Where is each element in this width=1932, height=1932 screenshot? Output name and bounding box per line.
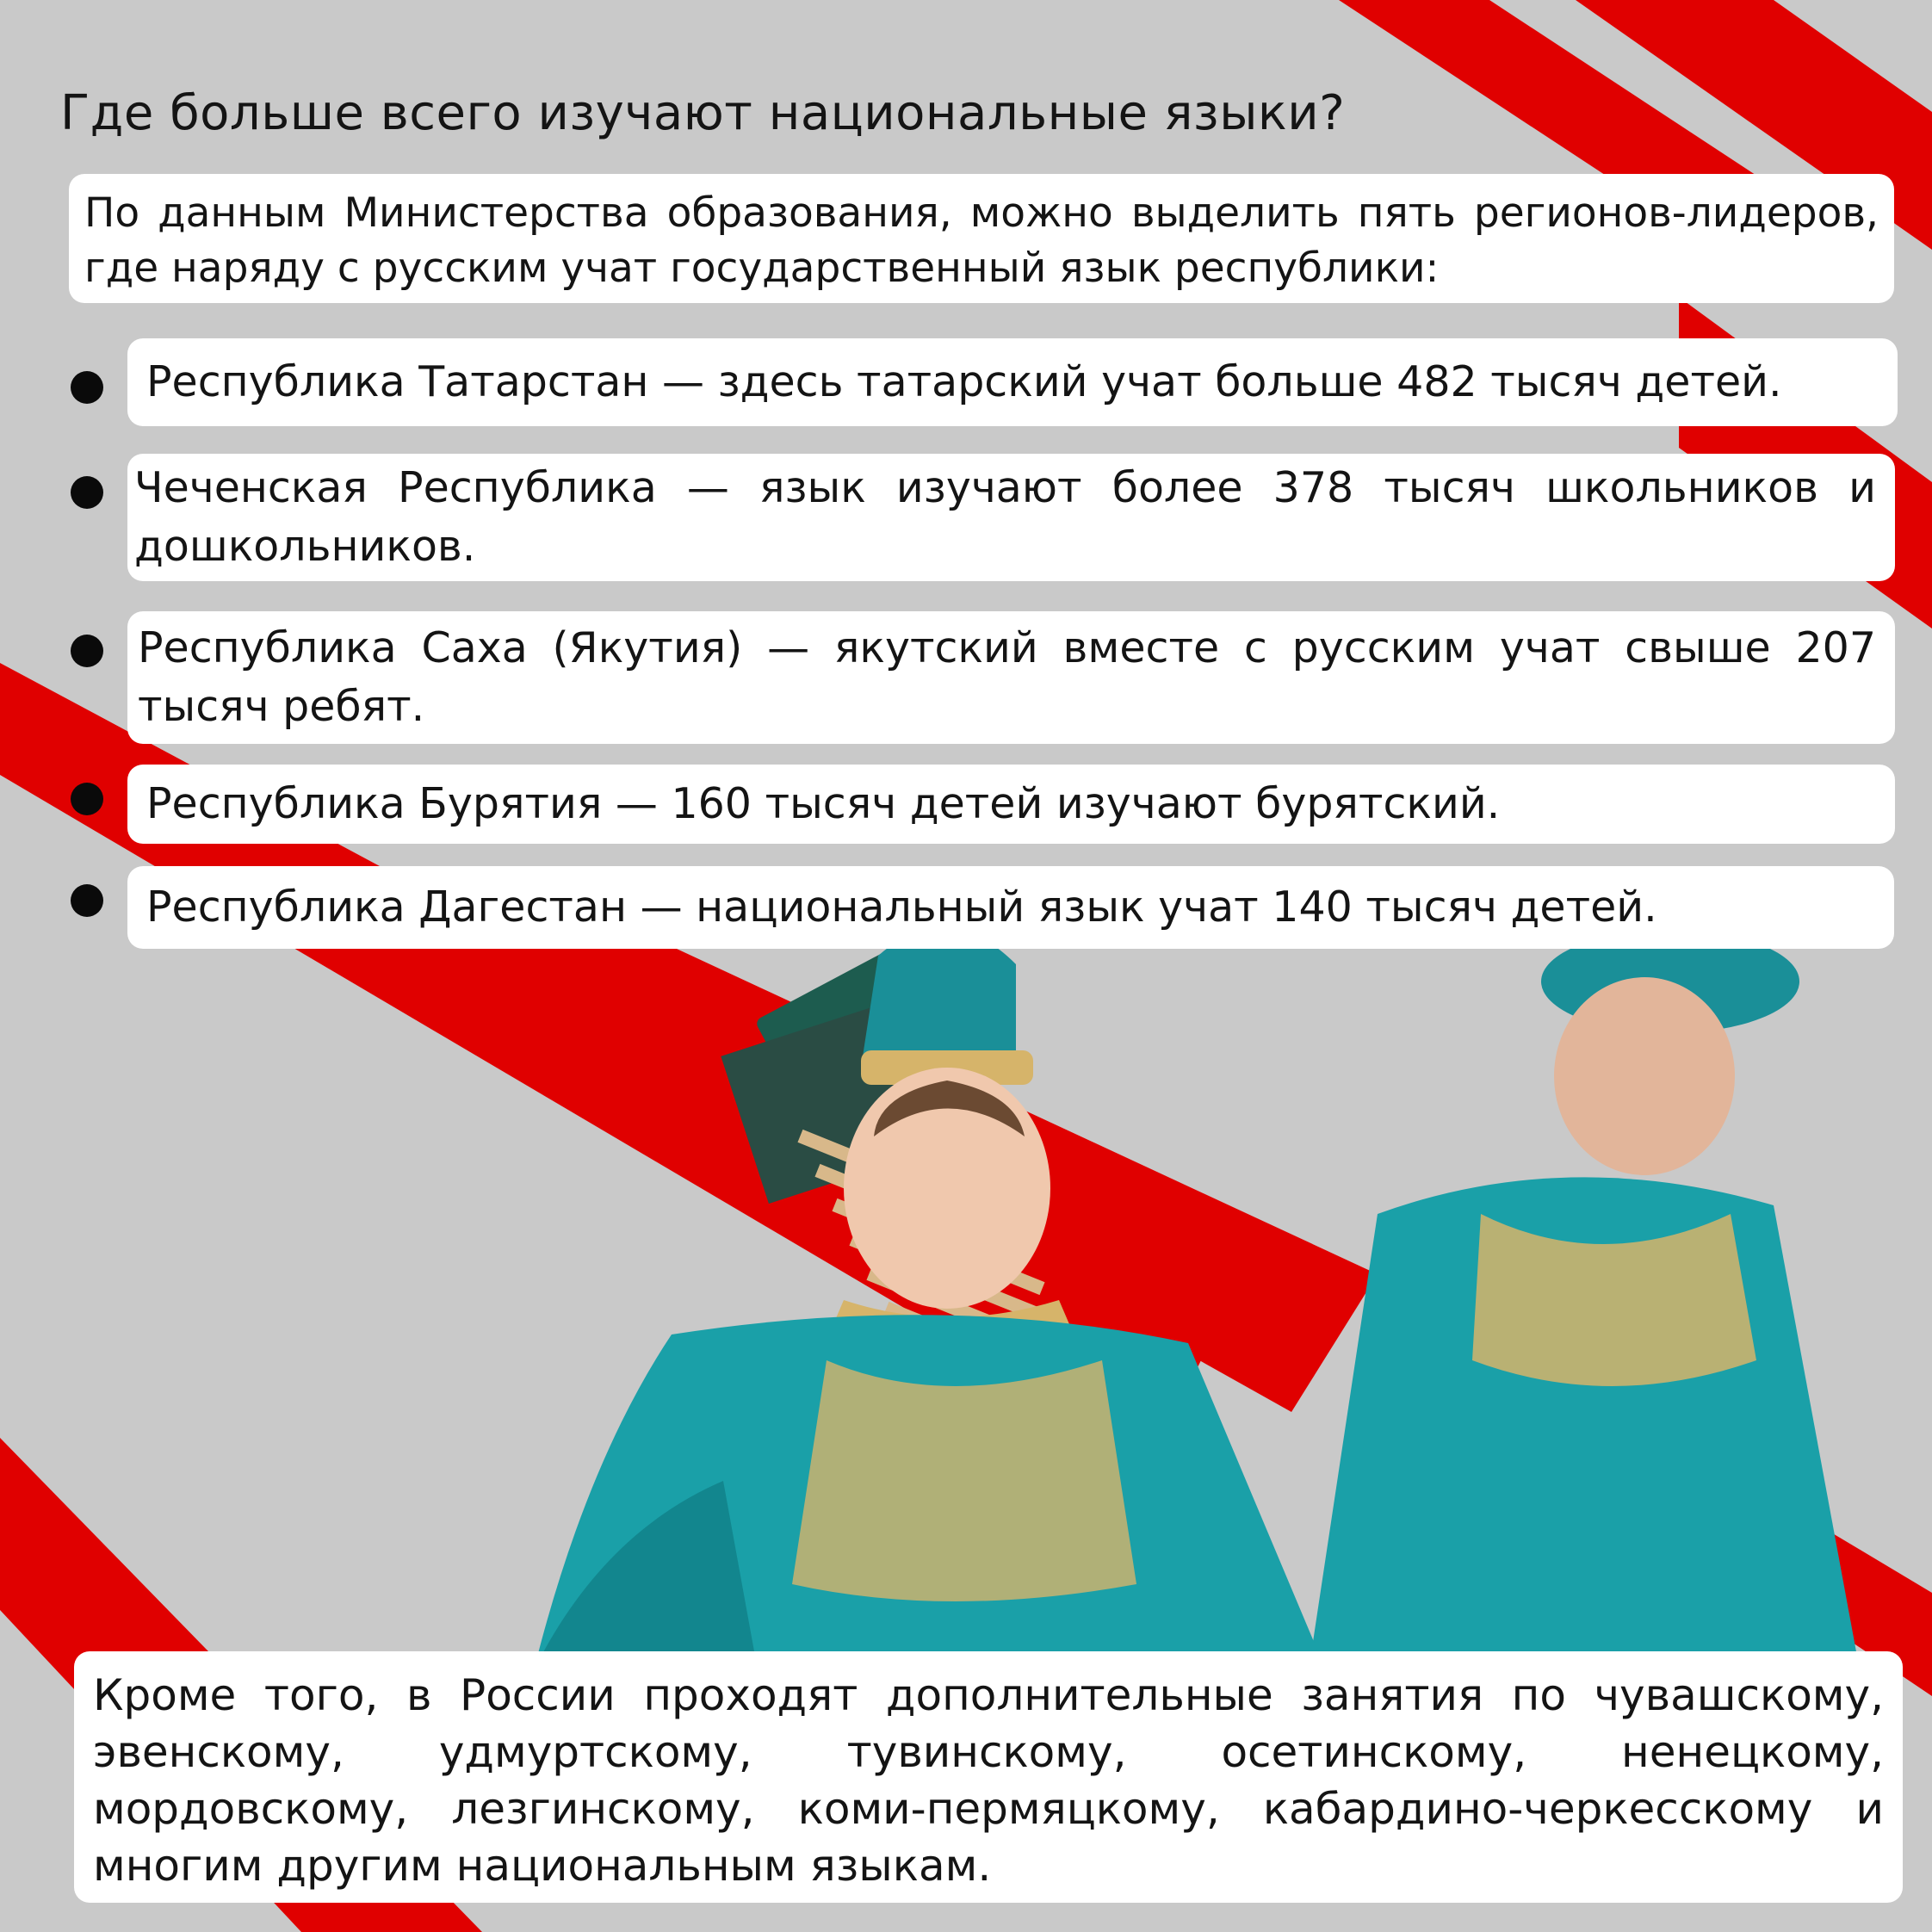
dancers-photo <box>534 930 1860 1670</box>
region-card-dagestan <box>127 866 1894 949</box>
region-card-tatarstan <box>127 338 1898 426</box>
region-card-buryatia <box>127 765 1895 844</box>
region-card-chechnya <box>127 454 1895 581</box>
intro-text: По данным Министерства образования, можно выделить пять регионов-лидеров, где наряду с русским учат государственный язык республики: <box>84 189 1879 292</box>
bullet-icon <box>71 371 103 404</box>
footer-text: Кроме того, в России проходят дополнительные занятия по чувашскому, эвенскому, удмуртскому, тувинскому, осетинскому, ненецкому, мордовскому, лезгинскому, коми-пермяцкому, кабардино-черкесскому и многим другим национальным языкам. <box>93 1670 1884 1891</box>
female-dancer-image <box>534 930 1326 1670</box>
footer-card <box>74 1651 1903 1903</box>
region-text: Республика Бурятия — 160 тысяч детей изучают бурятский. <box>146 779 1501 828</box>
region-text: Республика Саха (Якутия) — якутский вместе с русским учат свыше 207 тысяч ребят. <box>138 623 1876 731</box>
bullet-icon <box>71 783 103 815</box>
region-card-sakha <box>127 611 1895 744</box>
region-text: Республика Дагестан — национальный язык учат 140 тысяч детей. <box>146 882 1657 932</box>
region-text: Республика Татарстан — здесь татарский учат больше 482 тысяч детей. <box>146 357 1782 406</box>
male-dancer-image <box>1309 930 1860 1670</box>
page-title: Где больше всего изучают национальные языки? <box>60 85 1346 141</box>
region-text: Чеченская Республика — язык изучают более 378 тысяч школьников и дошкольников. <box>134 463 1876 571</box>
bullet-icon <box>71 635 103 667</box>
intro-card <box>69 174 1894 303</box>
bullet-icon <box>71 476 103 509</box>
bullet-icon <box>71 884 103 917</box>
